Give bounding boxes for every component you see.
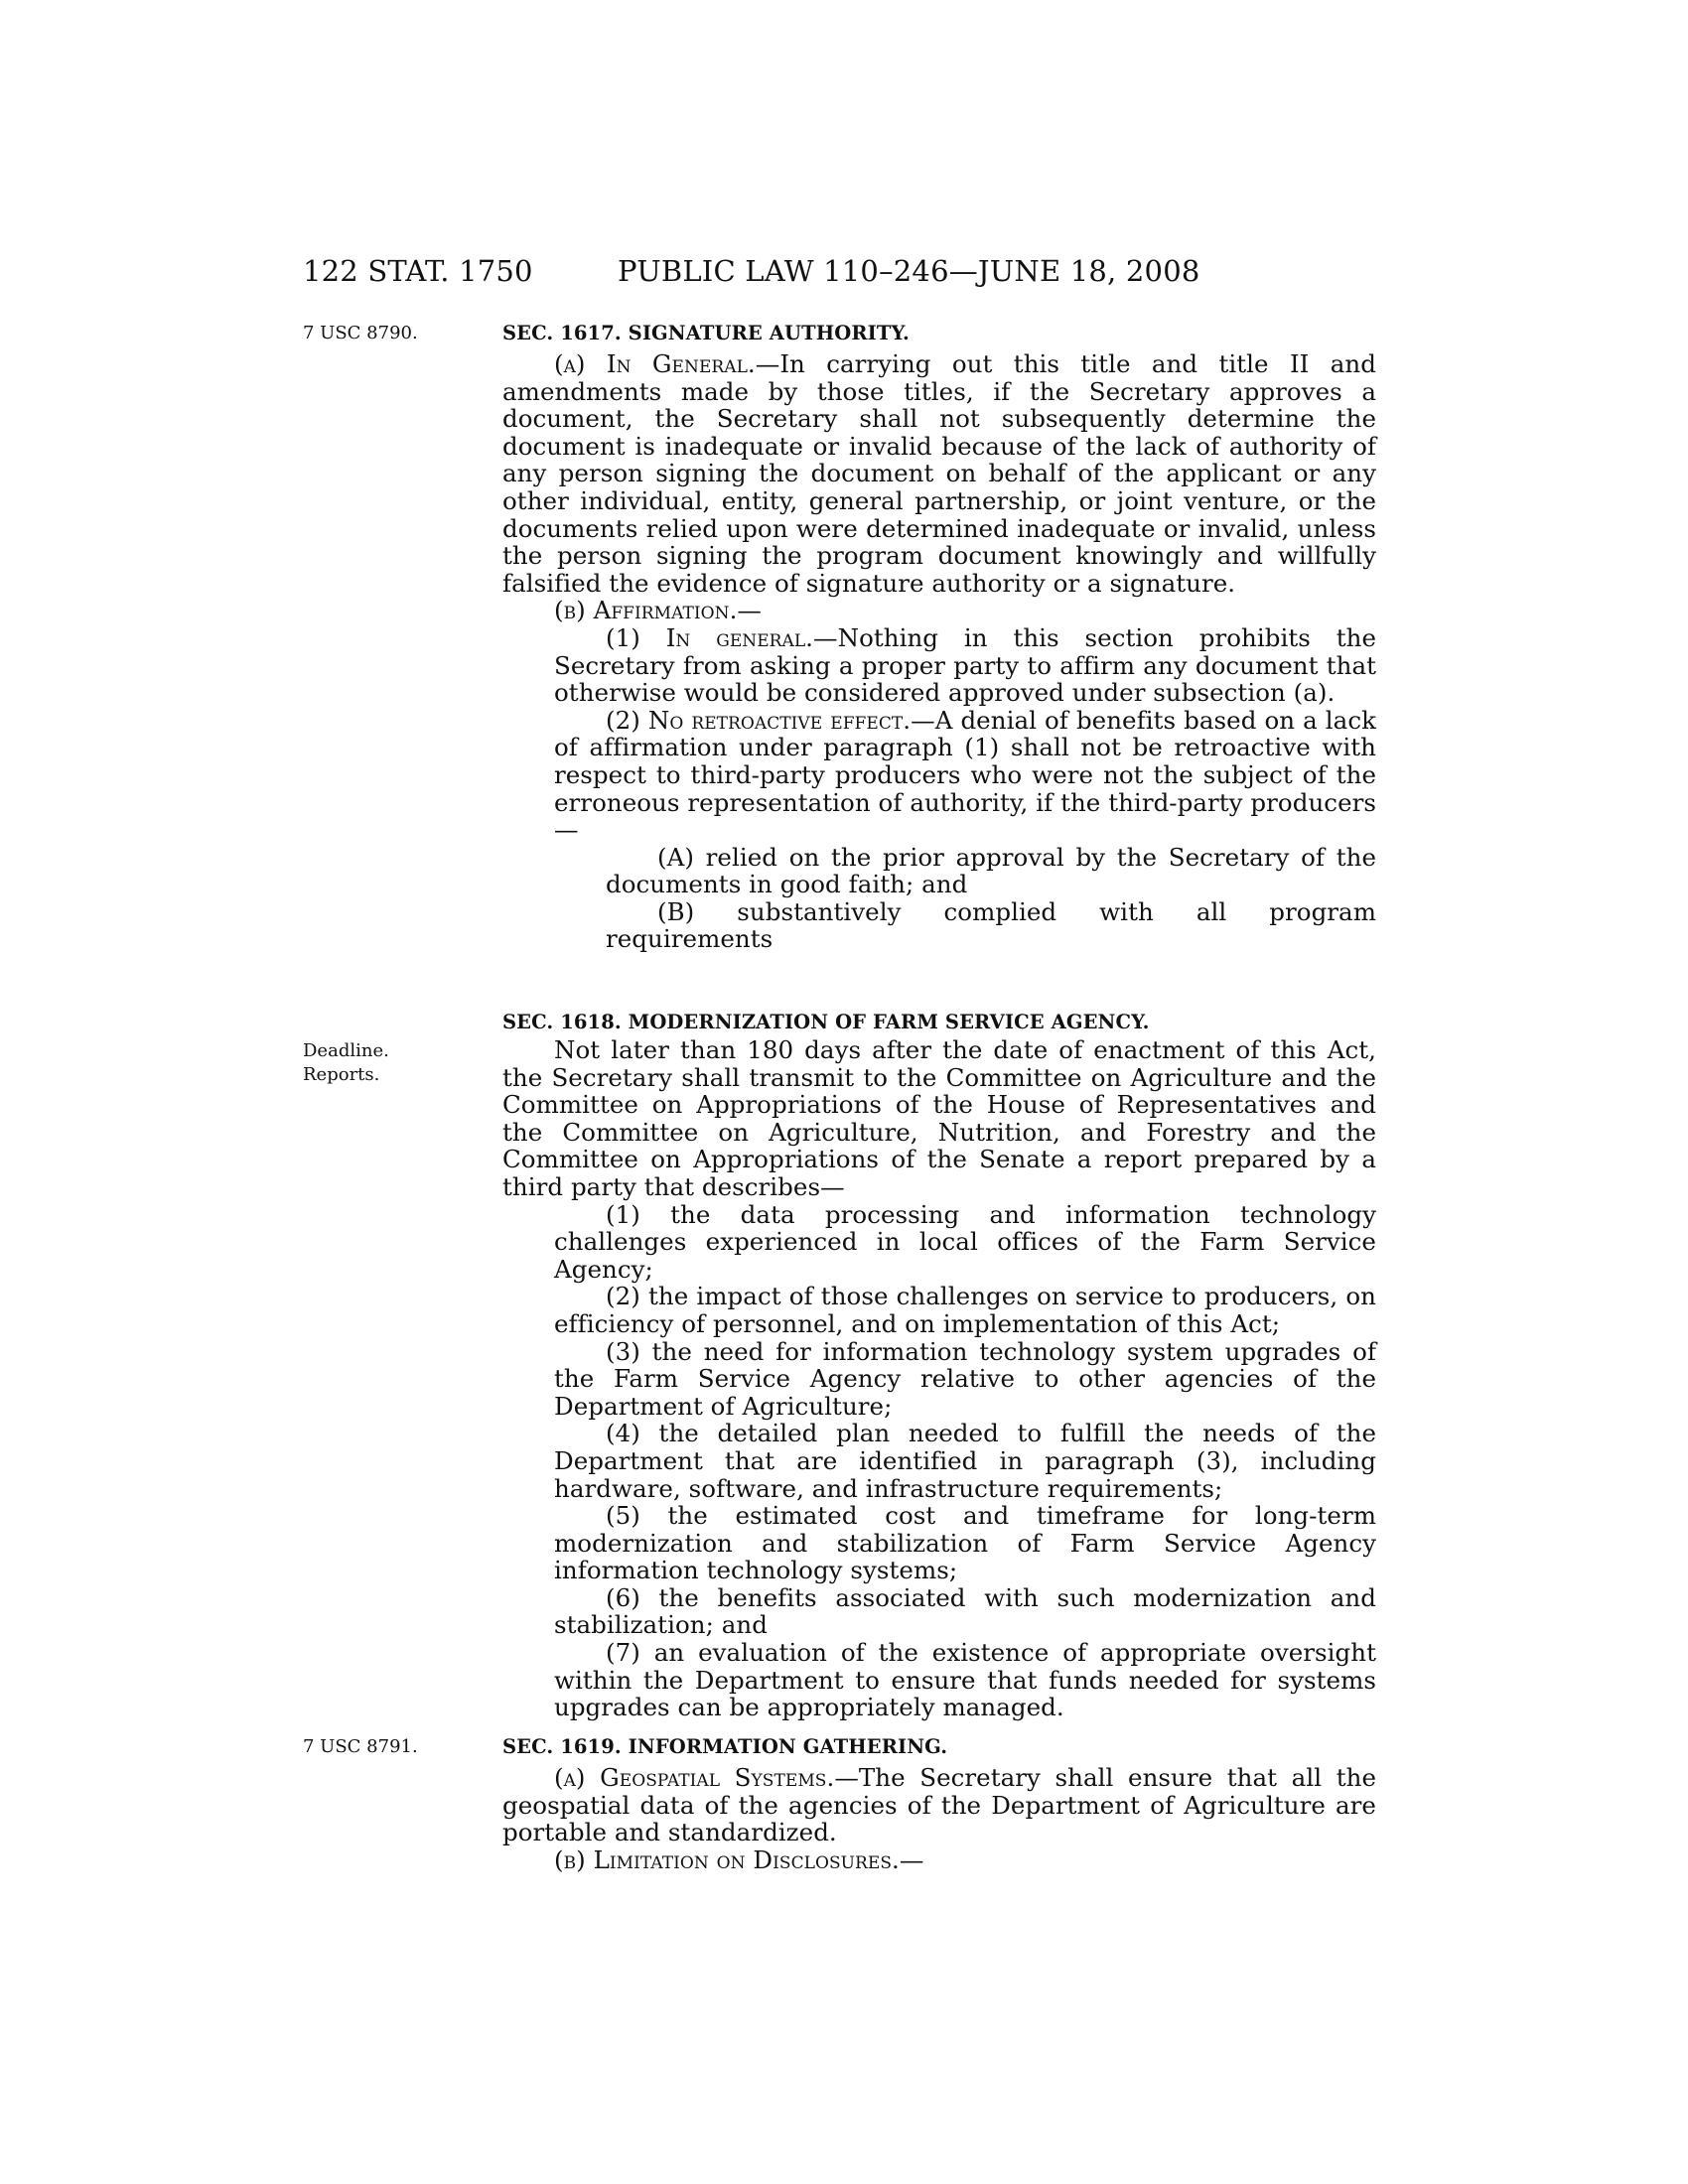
section-1617-heading: SEC. 1617. SIGNATURE AUTHORITY. [502,322,910,344]
subsection-a-text: —In carrying out this title and title II and amendments made by those titles, if the Secretary approves a document, the Secretary shall not subsequently determine the document is inadequate or invalid because of the lack of authority of any person signing the document on behalf of the applicant or any other individual, entity, general partnership, or joint venture, or the documents relied upon were determined inadequate or invalid, unless the person signing the program document knowingly and willfully falsified the evidence of signature authority or a signature. [502,349,1376,598]
margin-note-reports: Reports. [303,1064,380,1085]
subsection-a-geospatial-text: —The Secretary shall ensure that all the geospatial data of the agencies of the Department of Agriculture are portable and standardized. [502,1763,1376,1847]
list-item-5: (5) the estimated cost and timeframe for long-term modernization and stabilization of Farm Service Agency information technology systems; [554,1501,1376,1585]
list-item-4: (4) the detailed plan needed to fulfill the needs of the Department that are identified in paragraph (3), including hardware, software, and infrastructure requirements; [554,1419,1376,1503]
section-1618-intro: Not later than 180 days after the date of enactment of this Act, the Secretary shall transmit to the Committee on Agriculture and the Committee on Appropriations of the House of Representatives and the Committee on Agriculture, Nutrition, and Forestry and the Committee on Appropriations of the Senate a report prepared by a third party that describes— [502,1035,1376,1201]
paragraph-b2 [502,707,1376,844]
list-item-6: (6) the benefits associated with such modernization and stabilization; and [554,1582,1376,1640]
subparagraph-B: (B) substantively complied with all program requirements [606,896,1376,954]
subsection-a-geospatial-label: (a) Geospatial Systems. [554,1763,835,1792]
page-header [303,251,1236,291]
subsection-b-limitation-text: — [899,1844,924,1874]
section-1619-body [502,1764,1376,1873]
subsection-b-text: — [737,596,762,625]
list-item-7: (7) an evaluation of the existence of appropriate oversight within the Department to ensure that funds needed for systems upgrades can be appropriately managed. [554,1638,1376,1722]
margin-note-usc-8791: 7 USC 8791. [303,1736,418,1757]
subsection-a-general [502,350,1376,597]
section-1619-heading: SEC. 1619. INFORMATION GATHERING. [502,1735,948,1758]
list-item-2: (2) the impact of those challenges on service to producers, on efficiency of personnel, and on implementation of this Act; [554,1282,1376,1338]
subsection-a-label: (a) In General. [554,349,756,378]
section-1617-body [502,350,1376,953]
section-1618-body [502,1036,1376,1721]
list-item-3: (3) the need for information technology system upgrades of the Farm Service Agency relative to other agencies of the Department of Agriculture; [554,1336,1376,1421]
subsection-b-affirmation [502,597,1376,624]
paragraph-b1-text: —Nothing in this section prohibits the Secretary from asking a proper party to affirm any document that otherwise would be considered approved under subsection (a). [554,622,1376,708]
subsection-a-geospatial [502,1764,1376,1846]
public-law-title: PUBLIC LAW 110–246—JUNE 18, 2008 [618,254,1200,288]
margin-note-deadline: Deadline. [303,1040,389,1061]
paragraph-b2-text: —A denial of benefits based on a lack of affirmation under paragraph (1) shall not be retroactive with respect to third-party producers who were not the subject of the erroneous representation of authority, if the third-party producers— [554,705,1376,845]
list-item-1: (1) the data processing and information technology challenges experienced in local offices of the Farm Service Agency; [554,1199,1376,1284]
subsection-b-limitation [502,1846,1376,1874]
margin-note-usc-8790: 7 USC 8790. [303,323,418,343]
paragraph-b2-label: (2) No retroactive effect. [606,705,912,735]
subparagraph-A: (A) relied on the prior approval by the Secretary of the documents in good faith; and [606,842,1376,899]
paragraph-b1-label: (1) In general. [606,622,814,652]
paragraph-b1 [502,624,1376,707]
statute-page-number: 122 STAT. 1750 [303,254,533,288]
subsection-b-limitation-label: (b) Limitation on Disclosures. [554,1844,900,1874]
subsection-b-label: (b) Affirmation. [554,596,738,625]
section-1618-heading: SEC. 1618. MODERNIZATION OF FARM SERVICE AGENCY. [502,1011,1150,1033]
